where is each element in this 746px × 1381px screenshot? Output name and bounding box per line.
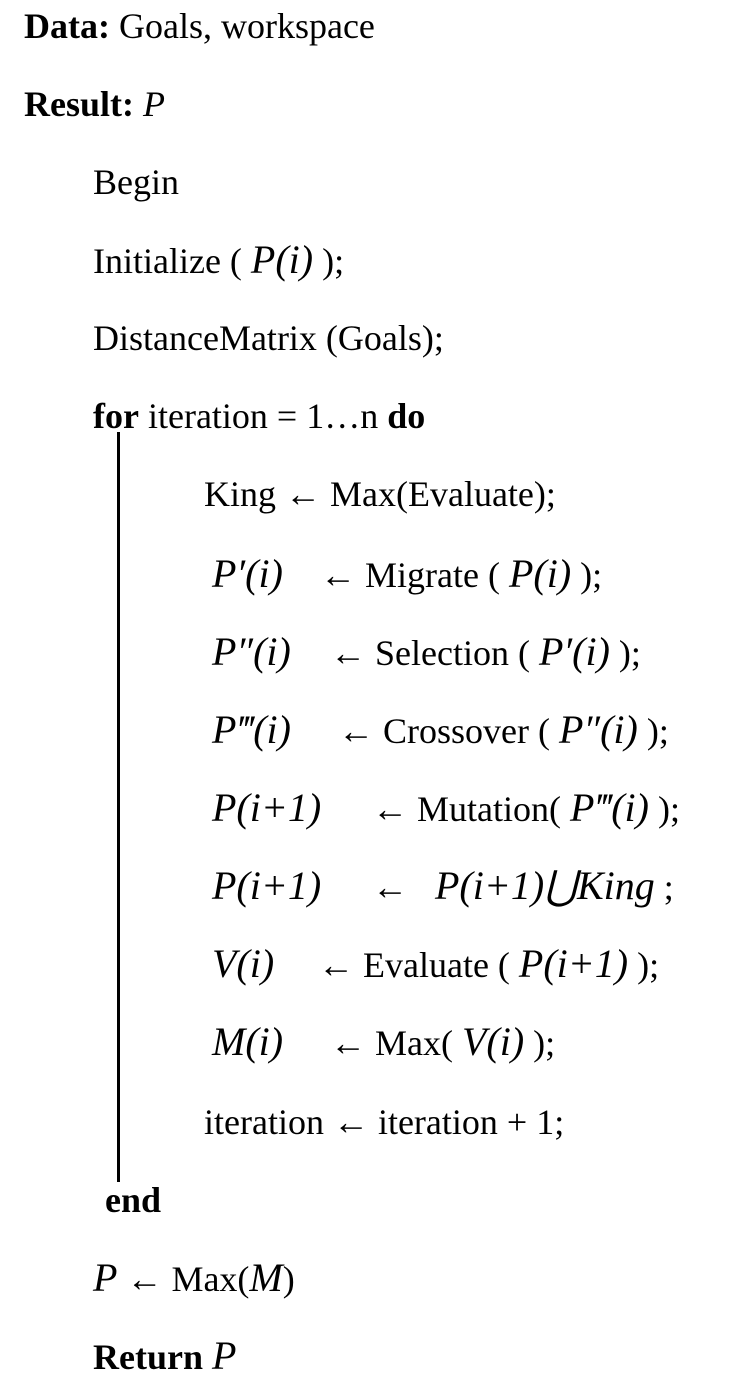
- keyword-return: Return: [93, 1337, 203, 1377]
- line-math: P‴(i): [569, 785, 649, 830]
- keyword-for: for: [93, 396, 139, 436]
- line-math: P(i+1): [518, 941, 629, 986]
- line-lhs: M(i): [212, 1019, 284, 1064]
- result-value: P: [143, 84, 165, 124]
- line-math: V(i): [461, 1019, 525, 1064]
- line-math: P: [93, 1255, 118, 1300]
- keyword-end: end: [105, 1180, 162, 1220]
- data-label: Data:: [24, 6, 110, 46]
- line-post2: ): [282, 1259, 295, 1299]
- line-text: DistanceMatrix (Goals);: [93, 318, 444, 358]
- line-lhs: P′(i): [212, 551, 283, 596]
- line-op: ← Selection (: [330, 633, 539, 673]
- line-mid: iteration = 1…n: [138, 396, 388, 436]
- line-lhs: P(i+1): [212, 785, 322, 830]
- line-text: iteration ← iteration + 1;: [204, 1102, 565, 1142]
- line-math: P(i): [250, 237, 314, 282]
- line-op: ← Migrate (: [320, 555, 509, 595]
- line-op: ← Evaluate (: [318, 945, 519, 985]
- line-op: ←: [372, 867, 417, 907]
- result-line: [24, 82, 165, 126]
- line-post: );: [609, 633, 641, 673]
- line-math: P(i+1)⋃King: [435, 863, 655, 908]
- line-text: Begin: [93, 162, 179, 202]
- line-math: P: [212, 1333, 237, 1378]
- data-value: Goals, workspace: [118, 6, 375, 46]
- line-post: );: [637, 711, 669, 751]
- line-post: ← Max(: [117, 1259, 250, 1299]
- line-op: ← Max(: [330, 1023, 462, 1063]
- keyword-do: do: [387, 396, 426, 436]
- line-op: ← Crossover (: [338, 711, 559, 751]
- line-pre: Initialize (: [93, 241, 251, 281]
- line-op: ← Mutation(: [372, 789, 570, 829]
- line-lhs: P(i+1): [212, 863, 322, 908]
- line-lhs: P″(i): [212, 629, 291, 674]
- line-post: );: [628, 945, 660, 985]
- line-math: P(i): [508, 551, 572, 596]
- line-post: );: [571, 555, 603, 595]
- line-lhs: V(i): [212, 941, 275, 986]
- line-post: );: [524, 1023, 556, 1063]
- line-post: );: [313, 241, 345, 281]
- line-post: );: [648, 789, 680, 829]
- data-line: [24, 4, 375, 48]
- line-lhs: P‴(i): [212, 707, 291, 752]
- line-math: P′(i): [538, 629, 610, 674]
- line-math2: M: [249, 1255, 283, 1300]
- line-post: ;: [654, 867, 674, 907]
- result-label: Result:: [24, 84, 134, 124]
- line-math: P″(i): [558, 707, 638, 752]
- line-text: King ← Max(Evaluate);: [204, 474, 556, 514]
- loop-body-bar: [117, 432, 120, 1182]
